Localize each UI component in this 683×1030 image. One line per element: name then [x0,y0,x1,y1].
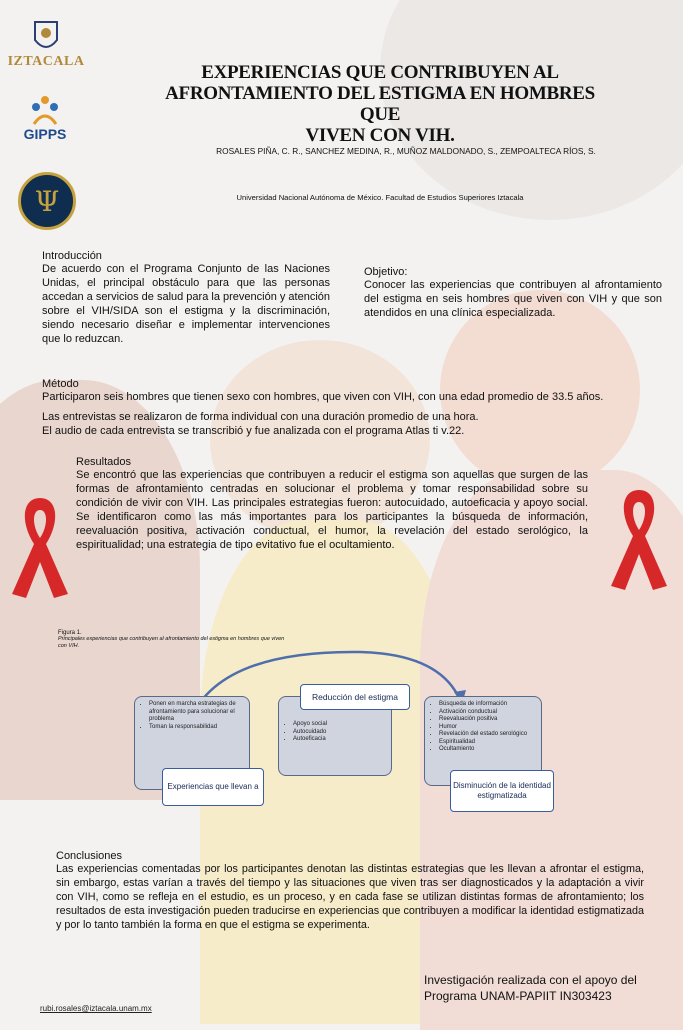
resultados-title: Resultados [76,456,132,468]
psychology-seal-logo [18,172,76,230]
introduccion-text: De acuerdo con el Programa Conjunto de las Naciones Unidas, el principal obstáculo para que las personas accedan a servicios de salud para la prevención y atención sobre el VIH/SIDA son el estigma y la discriminación, siendo necesario diseñar e implementar intervenciones que lo reduzcan. [42,263,331,345]
funding-note [424,972,674,1004]
figure-right-item: • Ocultamiento [439,746,541,754]
iztacala-logo [7,14,85,76]
unam-shield-icon [33,20,59,54]
gipps-logo-text: GIPPS [23,126,67,142]
awareness-ribbon-icon-right [603,482,675,594]
conclusiones-text: Las experiencias comentadas por los participantes denotan las distintas estrategias que les llevan a afrontar el estigma, sin embargo, estas varían a través del tiempo y las situaciones que viven tras ser diagnosticados y la adaptación a vivir con VIH, como se refleja en el estudio, es un proceso, y en cada fase se utilizan distintas formas de afrontamiento; los resultados de esta investigación pueden traducirse en experiencias que contribuyen a modificar la identidad estigmatizada y por lo tanto también la forma en que el estigma se experimenta. [56,863,644,931]
conclusiones-title: Conclusiones [56,850,123,862]
figure-caption-text: Principales experiencias que contribuyen al afrontamiento del estigma en hombres que viven con VIH. [58,636,285,649]
poster-title [150,62,610,146]
title-line-3: VIVEN CON VIH. [305,125,455,146]
introduccion-title: Introducción [42,250,102,262]
figure-middle-item: • Autocuidado [293,729,391,737]
title-line-2: AFRONTAMIENTO DEL ESTIGMA EN HOMBRES QUE [165,83,595,125]
objetivo-text: Conocer las experiencias que contribuyen al afrontamiento del estigma en seis hombres que viven con VIH y que son atendidos en una clínica especializada. [364,279,662,319]
objetivo-section [364,266,662,320]
metodo-line-2: Las entrevistas se realizaron de forma individual con una duración promedio de una hora. [42,411,479,423]
figure-right-item: • Revelación del estado serológico [439,731,541,739]
figure-label-reduccion: Reducción del estigma [300,684,410,710]
figure-middle-item: • Apoyo social [293,721,391,729]
figure-label-disminucion: Disminución de la identidad estigmatizada [450,770,554,812]
figure-label-experiencias: Experiencias que llevan a [162,768,264,806]
figure-left-item: • Toman la responsabilidad [149,724,249,732]
figure-left-item: • Ponen en marcha estrategias de afrontamiento para solucionar el problema [149,701,249,724]
figure-middle-item: • Autoeficacia [293,736,391,744]
gipps-logo [14,86,76,150]
iztacala-logo-text: IZTACALA [7,54,85,69]
contact-email[interactable]: rubi.rosales@iztacala.unam.mx [40,1004,152,1013]
metodo-section [42,378,672,438]
awareness-ribbon-icon-left [4,490,76,602]
figure-right-item: • Búsqueda de información [439,701,541,709]
conclusiones-section [56,850,644,932]
introduccion-section [42,250,330,346]
title-line-1: EXPERIENCIAS QUE CONTRIBUYEN AL [201,62,559,83]
metodo-line-3: El audio de cada entrevista se transcribió y fue analizada con el programa Atlas ti v.22. [42,425,465,437]
metodo-title: Método [42,378,79,390]
psi-icon: Ψ [34,184,60,218]
authors: ROSALES PIÑA, C. R., SANCHEZ MEDINA, R., MUÑOZ MALDONADO, S., ZEMPOALTECA RÍOS, S. [216,146,596,156]
funding-line-2: Programa UNAM-PAPIIT IN303423 [424,989,612,1003]
figure-right-item: • Espiritualidad [439,739,541,747]
resultados-text: Se encontró que las experiencias que contribuyen a reducir el estigma son aquellas que surgen de las formas de afrontamiento centradas en solucionar el problema y tomar responsabilidad sobre su condición de vivir con VIH. Las principales estrategias fueron: autocuidado, autoeficacia y apoyo social. Se identificaron como las más importantes para los participantes la búsqueda de información, reevaluación positiva, activación conductual, el humor, la revelación del estado serológico, la espiritualidad; una estrategia de tipo evitativo fue el ocultamiento. [76,469,588,551]
objetivo-title: Objetivo: [364,266,408,278]
figure-right-item: • Activación conductual [439,709,541,717]
metodo-line-1: Participaron seis hombres que tienen sexo con hombres, que viven con VIH, con una edad promedio de 33.5 años. [42,391,604,403]
institution: Universidad Nacional Autónoma de México. Facultad de Estudios Superiores Iztacala [236,193,524,202]
gipps-figures-icon [28,94,62,126]
funding-line-1: Investigación realizada con el apoyo del [424,973,637,987]
figure-right-item: • Reevaluación positiva [439,716,541,724]
figure-right-item: • Humor [439,724,541,732]
resultados-section [76,456,588,552]
figure-number: Figura 1. [58,630,82,636]
